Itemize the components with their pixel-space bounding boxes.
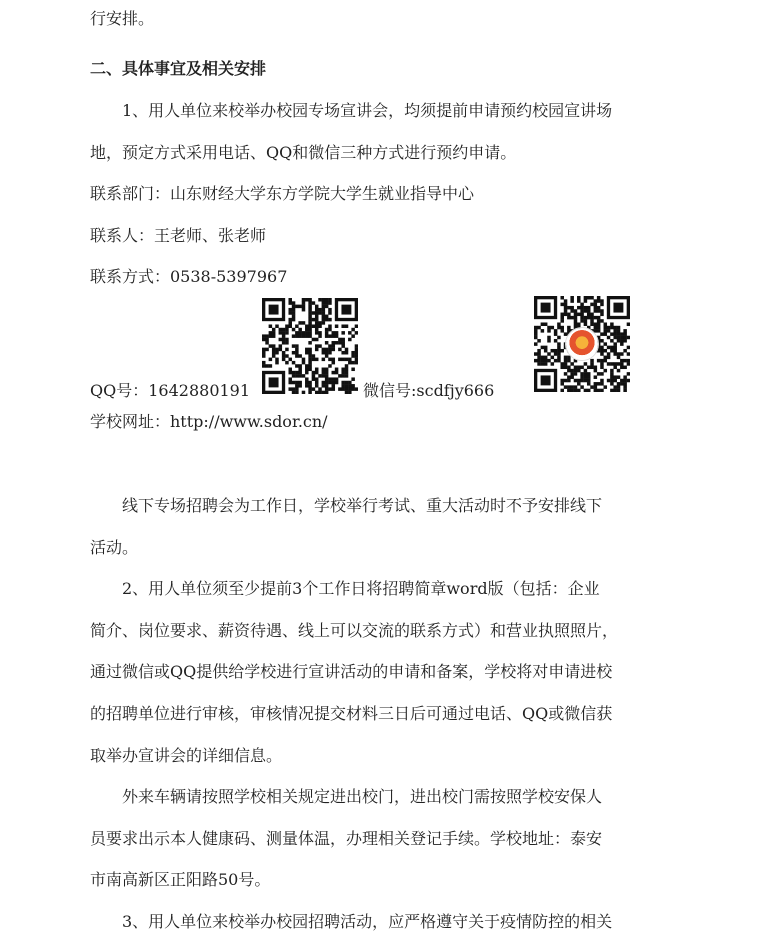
paragraph-line: 1、用人单位来校举办校园专场宣讲会，均须提前申请预约校园宣讲场 <box>122 101 613 120</box>
contact-department: 联系部门：山东财经大学东方学院大学生就业指导中心 <box>90 184 475 203</box>
paragraph-line: 3、用人单位来校举办校园招聘活动，应严格遵守关于疫情防控的相关 <box>122 912 613 931</box>
wechat-id: 微信号:scdfjy666 <box>363 381 495 400</box>
qq-number: QQ号：1642880191 <box>90 381 251 400</box>
paragraph-line: 简介、岗位要求、薪资待遇、线上可以交流的联系方式）和营业执照照片， <box>90 621 619 640</box>
paragraph-line: 地，预定方式采用电话、QQ和微信三种方式进行预约申请。 <box>90 143 517 162</box>
wechat-logo-icon <box>566 328 598 360</box>
school-website[interactable]: 学校网址：http://www.sdor.cn/ <box>90 412 328 431</box>
paragraph-line: 取举办宣讲会的详细信息。 <box>90 746 283 765</box>
paragraph-line: 通过微信或QQ提供给学校进行宣讲活动的申请和备案，学校将对申请进校 <box>90 662 613 681</box>
paragraph-line: 员要求出示本人健康码、测量体温，办理相关登记手续。学校地址：泰安 <box>90 829 603 848</box>
qq-qr-code-image <box>262 298 358 394</box>
paragraph-line: 外来车辆请按照学校相关规定进出校门，进出校门需按照学校安保人 <box>122 787 603 806</box>
paragraph-line: 市南高新区正阳路50号。 <box>90 870 271 889</box>
text-line: 行安排。 <box>90 9 155 28</box>
paragraph-line: 线下专场招聘会为工作日，学校举行考试、重大活动时不予安排线下 <box>122 496 603 515</box>
wechat-qr-code <box>534 296 630 392</box>
contact-person: 联系人：王老师、张老师 <box>90 226 267 245</box>
paragraph-line: 的招聘单位进行审核，审核情况提交材料三日后可通过电话、QQ或微信获 <box>90 704 613 723</box>
contact-phone: 联系方式：0538-5397967 <box>90 267 288 286</box>
paragraph-line: 活动。 <box>90 538 139 557</box>
paragraph-line: 2、用人单位须至少提前3个工作日将招聘简章word版（包括：企业 <box>122 579 600 598</box>
section-heading: 二、具体事宜及相关安排 <box>90 59 267 78</box>
qq-qr-code <box>262 298 358 394</box>
